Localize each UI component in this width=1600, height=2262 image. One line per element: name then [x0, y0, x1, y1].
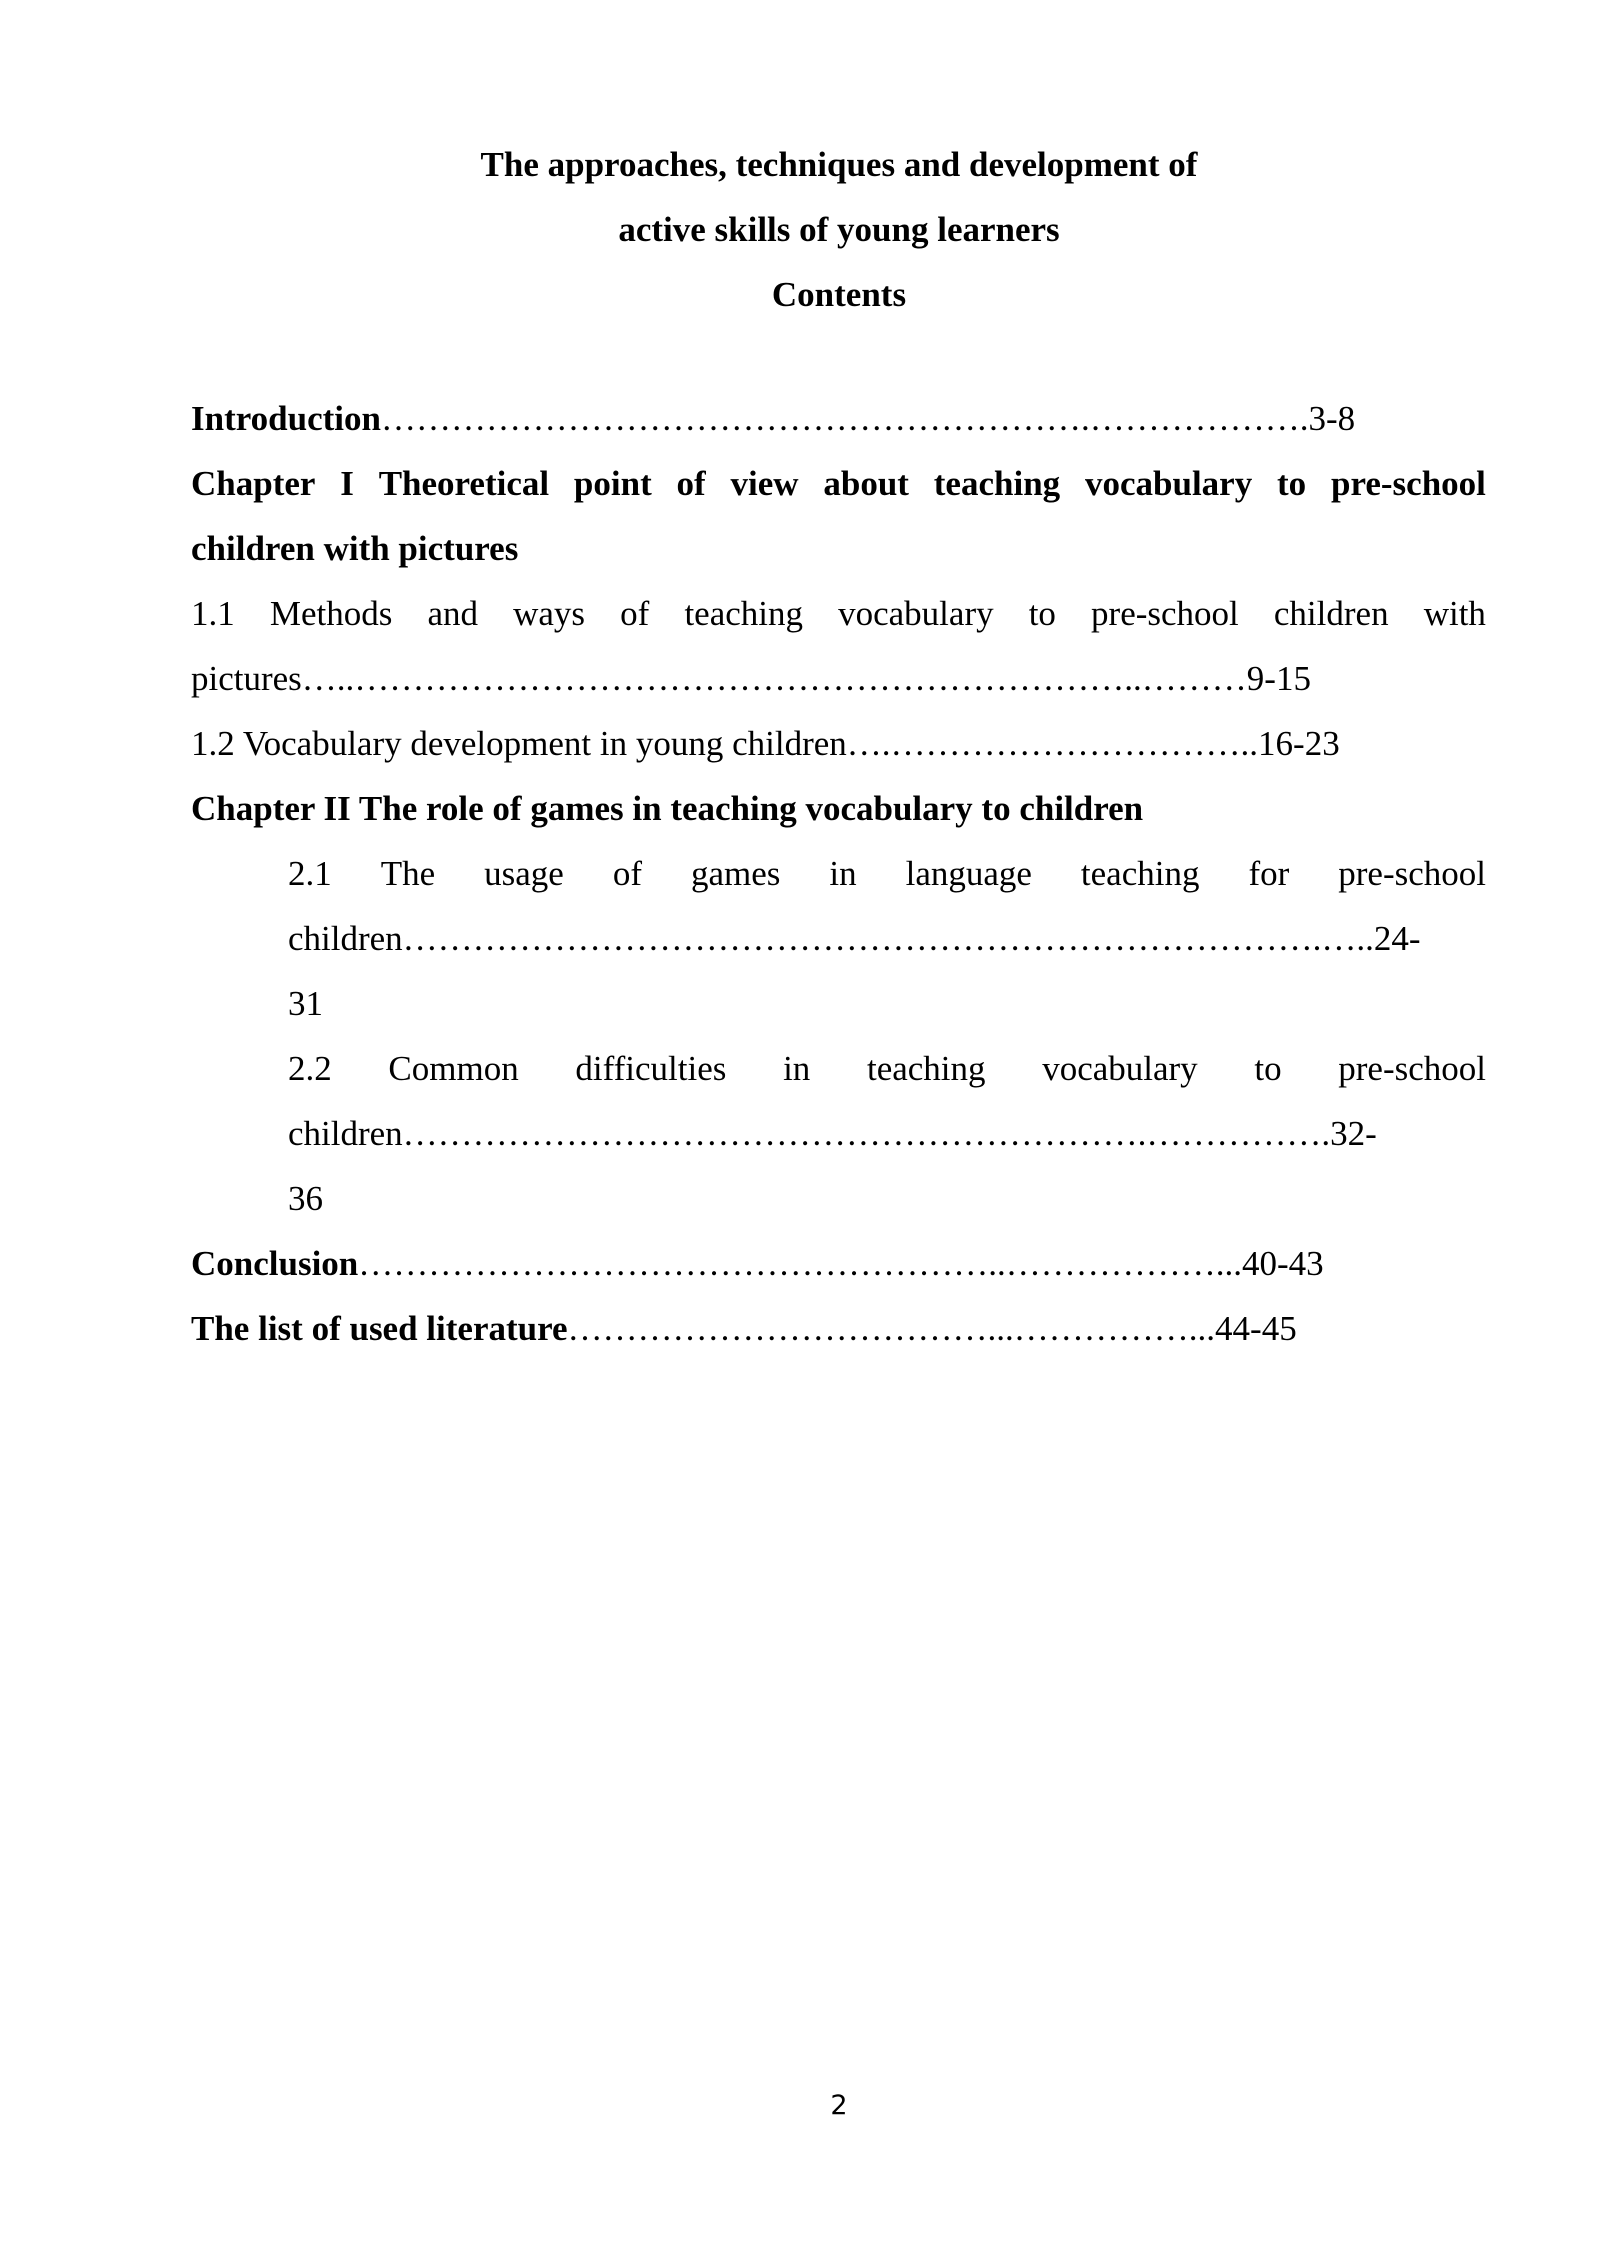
toc-word: pre-school [1091, 594, 1239, 633]
toc-entry-chapter-2[interactable]: Chapter II The role of games in teaching vocabulary to children [191, 789, 1144, 828]
toc-entry-section-1-2[interactable]: 1.2 Vocabulary development in young children….…………………………..16-23 [191, 724, 1340, 763]
toc-word: vocabulary [1042, 1049, 1198, 1088]
toc-word: to [1277, 464, 1307, 503]
toc-entry-section-2-2[interactable] [288, 1036, 1486, 1231]
toc-word: to [1028, 594, 1056, 633]
toc-word: for [1248, 854, 1290, 893]
toc-entry-section-1-1[interactable] [191, 581, 1486, 711]
toc-entry-introduction[interactable] [191, 386, 1486, 451]
toc-word: Theoretical [378, 464, 550, 503]
toc-word: in [783, 1049, 811, 1088]
toc-section-2-1-line-3: 31 [288, 984, 323, 1023]
toc-word: Methods [269, 594, 393, 633]
toc-word: and [427, 594, 479, 633]
toc-word: The [380, 854, 436, 893]
toc-word: games [690, 854, 781, 893]
toc-section-2-2-line-1 [288, 1036, 1486, 1101]
toc-word: language [905, 854, 1032, 893]
toc-entry-section-2-1[interactable] [288, 841, 1486, 1036]
toc-word: pre-school [1338, 854, 1486, 893]
toc-entry-conclusion[interactable] [191, 1231, 1486, 1296]
toc-section-2-1-line-2: children…………………………………………………………………….…..24- [288, 919, 1421, 958]
toc-word: ways [513, 594, 586, 633]
toc-conclusion-label: Conclusion [191, 1244, 359, 1283]
document-title-block [0, 132, 1600, 327]
toc-word: Common [388, 1049, 519, 1088]
toc-word: pre-school [1331, 464, 1486, 503]
toc-word: view [730, 464, 799, 503]
toc-word: usage [484, 854, 564, 893]
document-title-line-1: The approaches, techniques and development of [480, 145, 1198, 184]
toc-introduction-label: Introduction [191, 399, 381, 438]
toc-word: 1.1 [191, 594, 235, 633]
toc-word: 2.1 [288, 854, 332, 893]
toc-entry-chapter-1[interactable] [191, 451, 1486, 581]
toc-word: vocabulary [1084, 464, 1253, 503]
page-number: 2 [830, 2090, 848, 2121]
toc-word: about [823, 464, 909, 503]
toc-section-1-1-line-1 [191, 581, 1486, 646]
toc-section-1-1-line-2: pictures…..…………………………………………………………..………9-15 [191, 659, 1311, 698]
toc-word: difficulties [575, 1049, 727, 1088]
toc-word: in [829, 854, 857, 893]
toc-word: teaching [933, 464, 1061, 503]
table-of-contents [191, 386, 1486, 1361]
toc-introduction-leader: …………………………………………………….……………….3-8 [380, 399, 1356, 438]
contents-heading: Contents [771, 275, 907, 314]
toc-section-2-2-line-3: 36 [288, 1179, 323, 1218]
toc-conclusion-leader: ………………………………………………..………………...40-43 [358, 1244, 1324, 1283]
toc-word: point [573, 464, 652, 503]
document-title-line-2: active skills of young learners [618, 210, 1060, 249]
toc-word: pre-school [1338, 1049, 1486, 1088]
toc-word: teaching [866, 1049, 986, 1088]
toc-section-2-2-line-2: children……………………………………………………….…………….32- [288, 1114, 1377, 1153]
toc-word: of [620, 594, 650, 633]
toc-literature-leader: ………………………………...……………...44-45 [567, 1309, 1297, 1348]
toc-word: of [612, 854, 642, 893]
toc-word: 2.2 [288, 1049, 332, 1088]
toc-word: with [1423, 594, 1486, 633]
toc-word: children [1273, 594, 1389, 633]
toc-word: Chapter [191, 464, 316, 503]
toc-word: teaching [684, 594, 803, 633]
toc-word: vocabulary [838, 594, 994, 633]
toc-word: teaching [1080, 854, 1200, 893]
toc-chapter-1-line-2: children with pictures [191, 529, 519, 568]
toc-entry-literature[interactable] [191, 1296, 1486, 1361]
toc-word: to [1254, 1049, 1282, 1088]
toc-word: of [676, 464, 706, 503]
toc-section-2-1-line-1 [288, 841, 1486, 906]
toc-word: I [340, 464, 354, 503]
toc-literature-label: The list of used literature [191, 1309, 568, 1348]
toc-chapter-1-line-1 [191, 451, 1486, 516]
